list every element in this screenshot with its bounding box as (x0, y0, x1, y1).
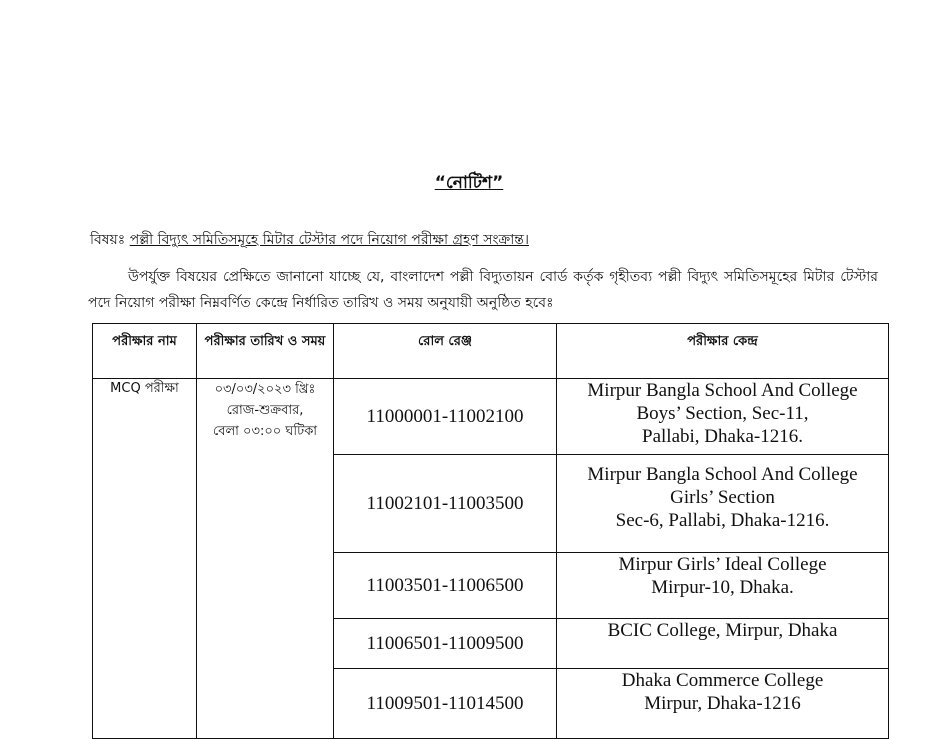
subject-line (90, 228, 529, 252)
header-exam-center: পরীক্ষার কেন্দ্র (557, 324, 889, 379)
center-line: Boys’ Section, Sec-11, (636, 403, 809, 424)
day-line: রোজ-শুক্রবার, (226, 403, 304, 418)
center-line: Dhaka Commerce College (621, 670, 824, 691)
exam-center (557, 553, 889, 619)
center-line: Mirpur, Dhaka-1216 (644, 693, 801, 714)
center-line: BCIC College, Mirpur, Dhaka (607, 620, 838, 641)
exam-center (557, 455, 889, 553)
center-line: Pallabi, Dhaka-1216. (642, 426, 803, 447)
roll-range: 11002101-11003500 (334, 455, 557, 553)
notice-title (0, 170, 938, 198)
center-line: Mirpur Bangla School And College (587, 380, 858, 401)
center-line: Mirpur-10, Dhaka. (651, 577, 794, 598)
center-line: Mirpur Girls’ Ideal College (618, 554, 827, 575)
exam-center (557, 619, 889, 669)
table-row (93, 379, 889, 455)
subject-text: পল্লী বিদ্যুৎ সমিতিসমূহে মিটার টেস্টার পদে নিয়োগ পরীক্ষা গ্রহণ সংক্রান্ত। (129, 232, 529, 248)
header-exam-name: পরীক্ষার নাম (93, 324, 197, 379)
exam-center (557, 669, 889, 739)
roll-range: 11009501-11014500 (334, 669, 557, 739)
roll-range: 11000001-11002100 (334, 379, 557, 455)
date-line: ০৩/০৩/২০২৩ খ্রিঃ (214, 382, 316, 397)
header-exam-date: পরীক্ষার তারিখ ও সময় (197, 324, 334, 379)
notice-title-text: “নোটিশ” (434, 173, 504, 193)
notice-paragraph: উপর্যুক্ত বিষয়ের প্রেক্ষিতে জানানো যাচ্ছে যে, বাংলাদেশ পল্লী বিদ্যুতায়ন বোর্ড কর্তৃক গৃহীতব্য পল্লী বিদ্যুৎ সমিতিসমূহের মিটার টেস্টার পদে নিয়োগ পরীক্ষা নিম্নবর্ণিত কেন্দ্রে নির্ধারিত তারিখ ও সময় অনুযায়ী অনুষ্ঠিত হবেঃ (88, 269, 878, 311)
center-line: Girls’ Section (670, 487, 775, 508)
time-line: বেলা ০৩:০০ ঘটিকা (212, 424, 318, 439)
exam-schedule-table (92, 323, 889, 739)
exam-center (557, 379, 889, 455)
roll-range: 11006501-11009500 (334, 619, 557, 669)
exam-date-cell (197, 379, 334, 739)
exam-name-cell: MCQ পরীক্ষা (93, 379, 197, 739)
header-roll-range: রোল রেঞ্জ (334, 324, 557, 379)
center-line: Sec-6, Pallabi, Dhaka-1216. (615, 510, 830, 531)
table-header-row (93, 324, 889, 379)
center-line: Mirpur Bangla School And College (587, 464, 858, 485)
roll-range: 11003501-11006500 (334, 553, 557, 619)
subject-label: বিষয়ঃ (90, 232, 130, 248)
